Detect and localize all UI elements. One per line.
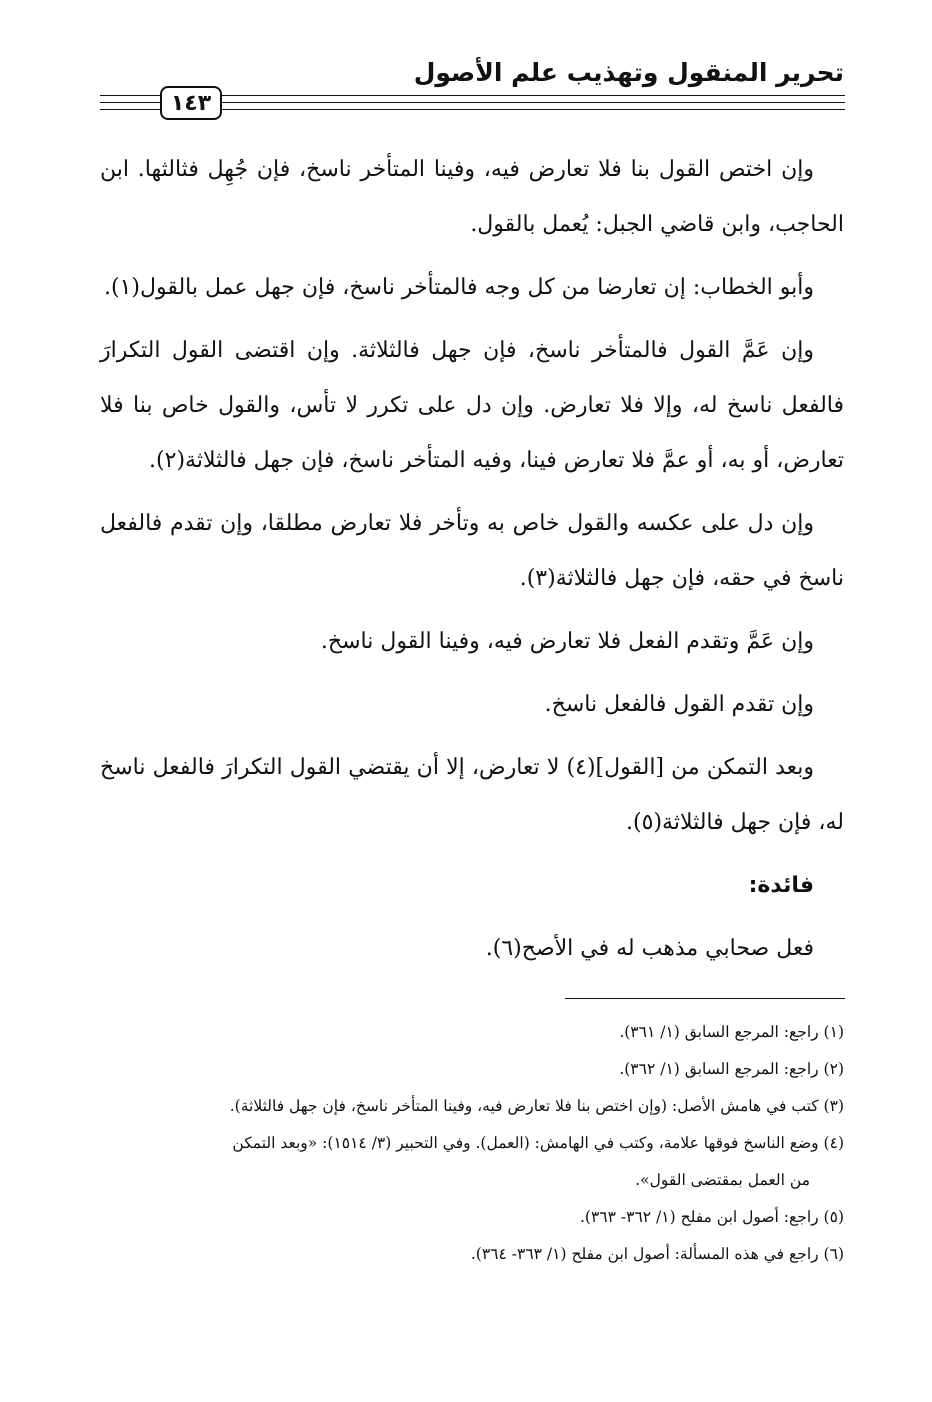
main-text: [100, 142, 844, 984]
footnote: (٤) وضع الناسخ فوقها علامة، وكتب في الهامش: (العمل). وفي التحبير (٣/ ١٥١٤): «وبعد التمكن: [232, 1134, 844, 1152]
running-title: تحرير المنقول وتهذيب علم الأصول: [413, 58, 844, 87]
paragraph: وإن دل على عكسه والقول خاص به وتأخر فلا تعارض مطلقا، وإن تقدم فالفعل ناسخ في حقه، فإن جهل فالثلاثة(٣).: [100, 511, 844, 591]
paragraph: وبعد التمكن من [القول](٤) لا تعارض، إلا أن يقتضي القول التكرارَ فالفعل ناسخ له، فإن جهل فالثلاثة(٥).: [100, 755, 844, 835]
page-header: [0, 0, 932, 130]
footnote: (٢) راجع: المرجع السابق (١/ ٣٦٢).: [619, 1060, 844, 1078]
footnote: (١) راجع: المرجع السابق (١/ ٣٦١).: [619, 1023, 844, 1041]
paragraph: فعل صحابي مذهب له في الأصح(٦).: [485, 936, 814, 961]
footnote: (٣) كتب في هامش الأصل: (وإن اختص بنا فلا تعارض فيه، وفينا المتأخر ناسخ، فإن جهل فالثلاثة).: [229, 1097, 844, 1115]
footnote-continuation: من العمل بمقتضى القول».: [635, 1171, 810, 1189]
footnote: (٥) راجع: أصول ابن مفلح (١/ ٣٦٢- ٣٦٣).: [579, 1208, 844, 1226]
paragraph: وإن عَمَّ وتقدم الفعل فلا تعارض فيه، وفينا القول ناسخ.: [320, 629, 814, 654]
paragraph: وإن اختص القول بنا فلا تعارض فيه، وفينا المتأخر ناسخ، فإن جُهِل فثالثها. ابن الحاجب، وابن قاضي الجبل: يُعمل بالقول.: [100, 157, 844, 237]
page-number: ١٤٣: [160, 86, 222, 120]
footnote: (٦) راجع في هذه المسألة: أصول ابن مفلح (١/ ٣٦٣- ٣٦٤).: [470, 1245, 844, 1263]
paragraph: وإن عَمَّ القول فالمتأخر ناسخ، فإن جهل فالثلاثة. وإن اقتضى القول التكرارَ فالفعل ناسخ له، وإلا فلا تعارض. وإن دل على تكرر لا تأس، والقول خاص بنا فلا تعارض، أو به، أو عمَّ فلا تعارض فينا، وفيه المتأخر ناسخ، فإن جهل فالثلاثة(٢).: [100, 338, 844, 473]
paragraph: وأبو الخطاب: إن تعارضا من كل وجه فالمتأخر ناسخ، فإن جهل عمل بالقول(١).: [104, 275, 814, 300]
section-heading: فائدة:: [748, 873, 814, 898]
footnote-separator: [565, 998, 845, 999]
footnotes: [100, 1014, 844, 1273]
paragraph: وإن تقدم القول فالفعل ناسخ.: [544, 692, 814, 717]
